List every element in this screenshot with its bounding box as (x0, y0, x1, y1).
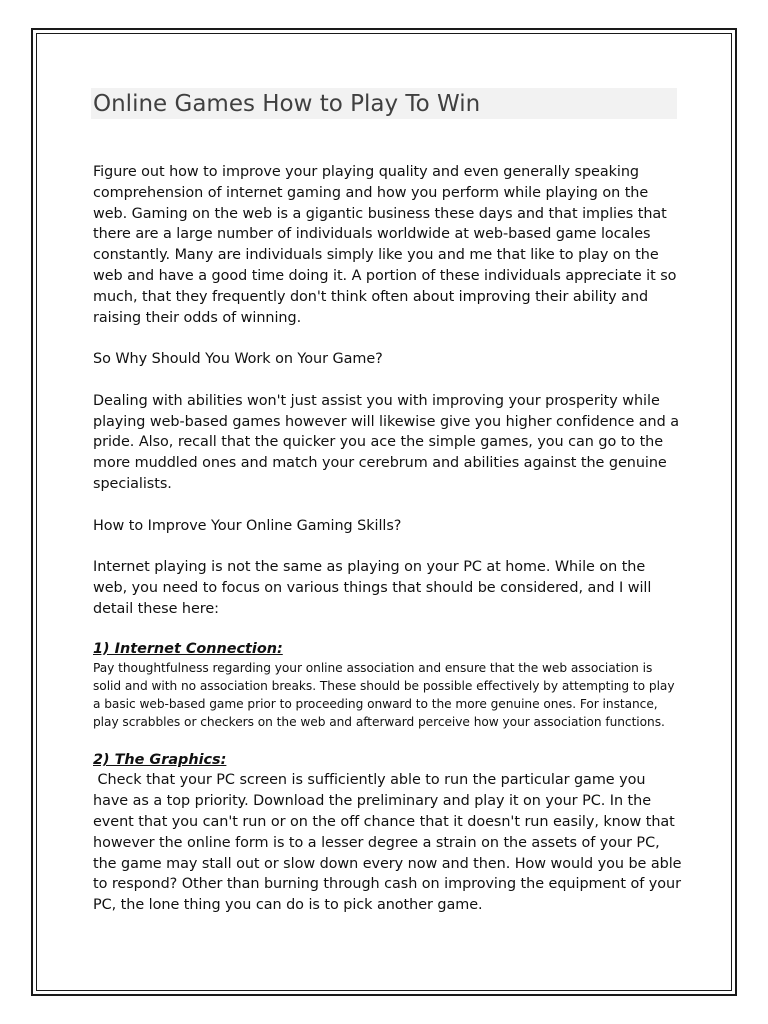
intro-paragraph: Figure out how to improve your playing quality and even generally speaking comprehension of internet gaming and how you perform while playing on the web. Gaming on the web is a gigantic business these days and that implies that there are a large number of individuals worldwide at web-based game locales constantly. Many are individuals simply like you and me that like to play on the web and have a good time doing it. A portion of these individuals appreciate it so much, that they frequently don't think often about improving their ability and raising their odds of winning. (93, 164, 677, 326)
section-body-graphics: Check that your PC screen is sufficiently able to run the particular game you have as a top priority. Download the preliminary and play it on your PC. In the event that you can't run or on the off chance that it doesn't run easily, know that however the online form is to a lesser degree a strain on the assets of your PC, the game may stall out or slow down every now and then. How would you be able to respond? Other than burning through cash on improving the equipment of your PC, the lone thing you can do is to pick another game. (93, 772, 687, 914)
section-body-internet-connection: Pay thoughtfulness regarding your online association and ensure that the web association is solid and with no association breaks. These should be possible effectively by attempting to play a basic web-based game prior to proceeding onward to the more genuine ones. For instance, play scrabbles or checkers on the web and afterward perceive how your association functions. (93, 660, 675, 730)
question-heading-why: So Why Should You Work on Your Game? (93, 351, 383, 368)
question-heading-how: How to Improve Your Online Gaming Skills? (93, 517, 402, 534)
section-heading-graphics: 2) The Graphics: (93, 752, 227, 769)
answer-paragraph-how: Internet playing is not the same as playing on your PC at home. While on the web, you need to focus on various things that should be considered, and I will detail these here: (93, 559, 652, 617)
section-heading-internet-connection: 1) Internet Connection: (93, 640, 283, 657)
answer-paragraph-why: Dealing with abilities won't just assist you with improving your prosperity while playing web-based games however will likewise give you higher confidence and a pride. Also, recall that the quicker you ace the simple games, you can go to the more muddled ones and match your cerebrum and abilities against the genuine specialists. (93, 392, 679, 492)
page-title: Online Games How to Play To Win (93, 91, 481, 117)
document-body (93, 162, 687, 916)
